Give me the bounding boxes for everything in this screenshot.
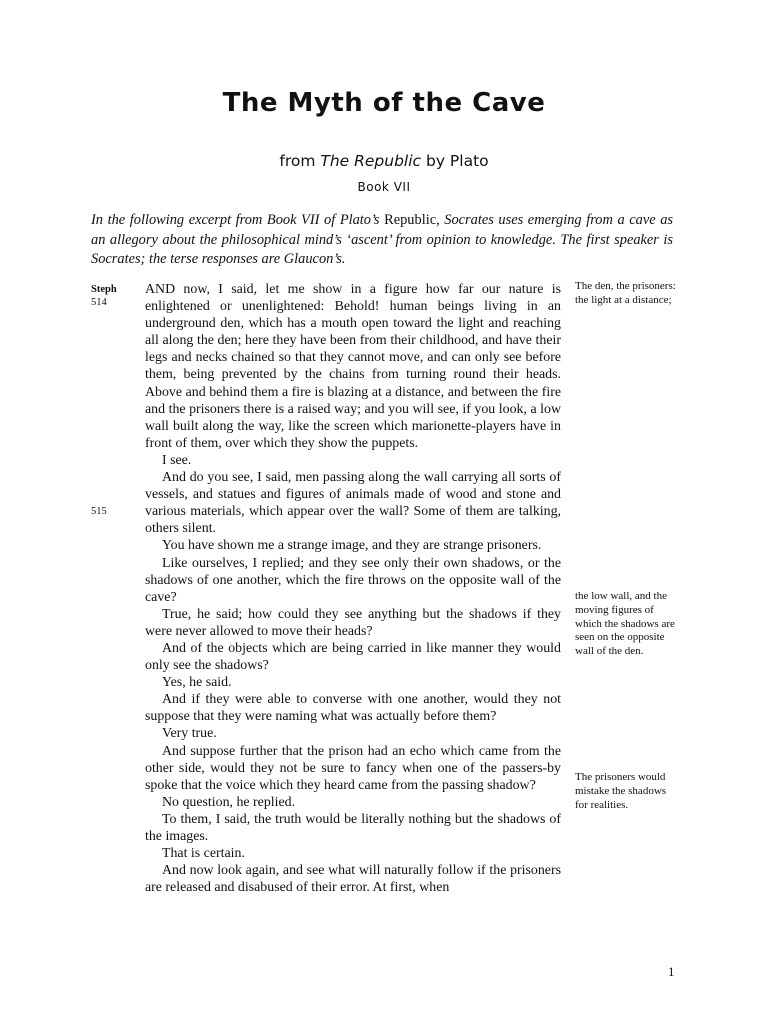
stephanus-label: Steph	[91, 284, 117, 295]
paragraph: And of the objects which are being carried in like manner they would only see the shadows?	[145, 640, 561, 674]
paragraph: AND now, I said, let me show in a figure how far our nature is enlightened or unenlightened: Behold! human beings living in an underground den, which has a mouth open toward the light and reaching all along the den; here they have been from their childhood, and have their legs and necks chained so that they cannot move, and can only see before them, being prevented by the chains from turning round their heads. Above and behind them a fire is blazing at a distance, and between the fire and the prisoners there is a raised way; and you will see, if you look, a low wall built along the way, like the screen which marionette-players have in front of them, over which they show the puppets.	[145, 282, 561, 451]
margin-note-wall: the low wall, and the moving figures of which the shadows are seen on the opposite wall of the den.	[575, 590, 675, 658]
subtitle	[0, 152, 768, 170]
paragraph: And suppose further that the prison had an echo which came from the other side, would they not be sure to fancy when one of the passers-by spoke that the voice which they heard came from the passing shadow?	[145, 743, 561, 793]
paragraph: To them, I said, the truth would be literally nothing but the shadows of the images.	[145, 811, 561, 844]
margin-note-den: The den, the prisoners: the light at a distance;	[575, 280, 676, 306]
paragraph: You have shown me a strange image, and they are strange prisoners.	[162, 538, 542, 554]
margin-note-realities: The prisoners would mistake the shadows for realities.	[575, 771, 667, 811]
stephanus-marker	[91, 283, 139, 309]
paragraph: And if they were able to converse with one another, would they not suppose that they were naming what was actually before them?	[145, 692, 561, 725]
page-number: 1	[668, 964, 675, 979]
main-text	[145, 281, 561, 896]
intro-part2: Socrates uses emerging from a cave as an allegory about the philosophical mind’s ‘ascent’ from opinion to knowledge. The first speaker is Socrates; the terse responses are Glaucon’s.	[91, 212, 673, 267]
page-title: The Myth of the Cave	[222, 88, 546, 118]
intro-part1: In the following excerpt from Book VII of Plato’s	[91, 212, 385, 228]
subtitle-work: The Republic	[320, 152, 422, 170]
stephanus-514: 514	[91, 297, 107, 308]
paragraph: I see.	[162, 452, 192, 468]
paragraph: True, he said; how could they see anything but the shadows if they were never allowed to move their heads?	[145, 606, 561, 639]
subtitle-suffix: by Plato	[421, 152, 489, 170]
book-label: Book VII	[357, 180, 411, 194]
paragraph: Yes, he said.	[162, 675, 232, 691]
paragraph: No question, he replied.	[162, 794, 296, 810]
intro-paragraph	[91, 211, 673, 270]
paragraph: Very true.	[162, 726, 217, 742]
paragraph: And now look again, and see what will naturally follow if the prisoners are released and disabused of their error. At first, when	[145, 863, 561, 896]
stephanus-515: 515	[91, 506, 107, 517]
paragraph: Like ourselves, I replied; and they see only their own shadows, or the shadows of one another, which the fire throws on the opposite wall of the cave?	[145, 555, 561, 605]
subtitle-prefix: from	[279, 152, 321, 170]
intro-work: Republic,	[384, 212, 440, 228]
paragraph: That is certain.	[162, 846, 245, 862]
paragraph: And do you see, I said, men passing along the wall carrying all sorts of vessels, and statues and figures of animals made of wood and stone and various materials, which appear over the wall? Some of them are talking, others silent.	[145, 470, 561, 537]
